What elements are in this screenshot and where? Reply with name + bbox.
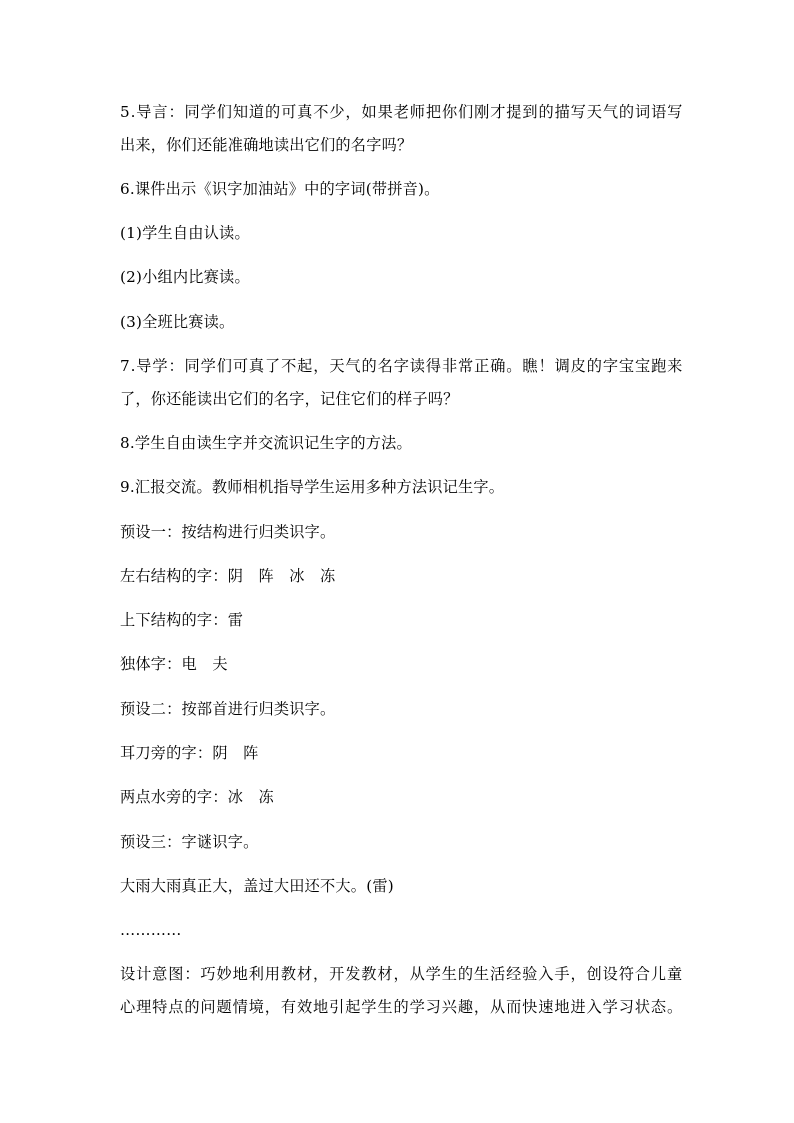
paragraph-7-line-1: 7.导学：同学们可真了不起，天气的名字读得非常正确。瞧！调皮的字宝宝跑来: [120, 357, 684, 375]
design-intent-line-2: 心理特点的问题情境，有效地引起学生的学习兴趣，从而快速地进入学习状态。: [120, 998, 684, 1016]
paragraph-7-line-2: 了，你还能读出它们的名字，记住它们的样子吗？: [120, 390, 459, 408]
paragraph-5-line-1: 5.导言：同学们知道的可真不少，如果老师把你们刚才提到的描写天气的词语写: [120, 103, 684, 121]
ellipsis: …………: [120, 921, 182, 939]
paragraph-9: 9.汇报交流。教师相机指导学生运用多种方法识记生字。: [120, 478, 505, 496]
paragraph-8: 8.学生自由读生字并交流识记生字的方法。: [120, 434, 412, 452]
step-1: (1)学生自由认读。: [120, 224, 250, 242]
preset-3-heading: 预设三：字谜识字。: [120, 833, 259, 851]
two-dots-water-radical: 两点水旁的字：冰 冻: [120, 788, 274, 806]
left-right-structure: 左右结构的字：阴 阵 冰 冻: [120, 567, 336, 585]
preset-2-heading: 预设二：按部首进行归类识字。: [120, 700, 336, 718]
preset-1-heading: 预设一：按结构进行归类识字。: [120, 523, 336, 541]
single-body-characters: 独体字：电 夫: [120, 655, 228, 673]
riddle: 大雨大雨真正大，盖过大田还不大。(雷): [120, 877, 394, 895]
ear-knife-radical: 耳刀旁的字：阴 阵: [120, 744, 259, 762]
paragraph-6: 6.课件出示《识字加油站》中的字词(带拼音)。: [120, 180, 440, 198]
design-intent-line-1: 设计意图：巧妙地利用教材，开发教材，从学生的生活经验入手，创设符合儿童: [120, 965, 684, 983]
step-2: (2)小组内比赛读。: [120, 268, 250, 286]
top-bottom-structure: 上下结构的字：雷: [120, 611, 244, 629]
paragraph-5-line-2: 出来，你们还能准确地读出它们的名字吗？: [120, 136, 413, 154]
step-3: (3)全班比赛读。: [120, 313, 235, 331]
